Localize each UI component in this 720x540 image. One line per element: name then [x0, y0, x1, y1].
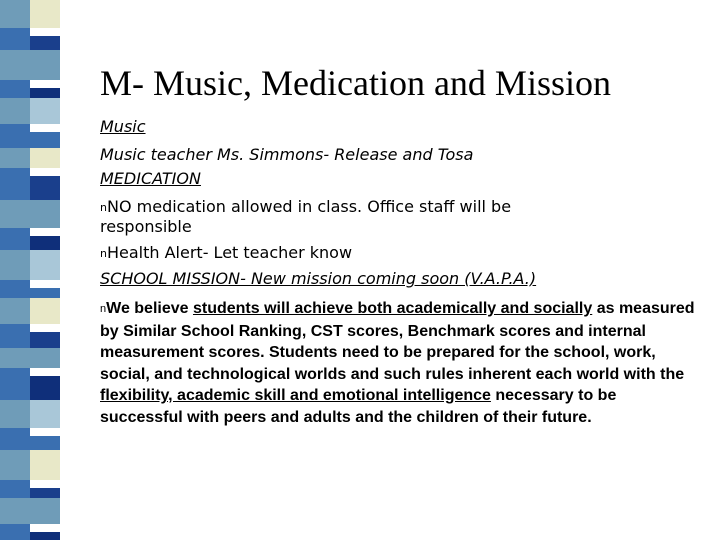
mosaic-block: [30, 0, 60, 28]
mosaic-block: [0, 98, 30, 124]
bullet-square-icon: n: [100, 201, 107, 214]
mosaic-block: [0, 298, 30, 324]
mosaic-block: [0, 0, 30, 28]
bullet-square-icon: n: [100, 303, 107, 315]
mosaic-block: [0, 50, 30, 80]
mosaic-block: [30, 200, 60, 228]
mosaic-block: [30, 532, 60, 540]
medication-bullet-1: nNO medication allowed in class. Office staff will be: [100, 197, 512, 216]
mosaic-block: [30, 498, 60, 524]
underlined-achievement-phrase: students will achieve both academically and socially: [192, 300, 593, 317]
mosaic-block: [30, 250, 60, 280]
mosaic-block: [0, 80, 30, 98]
mosaic-block: [0, 200, 30, 228]
mosaic-block: [0, 524, 30, 540]
medication-heading: MEDICATION: [100, 169, 201, 188]
mosaic-block: [0, 168, 30, 200]
mosaic-block: [0, 28, 30, 50]
music-heading: Music: [100, 117, 146, 136]
mosaic-block: [30, 298, 60, 324]
medication-bullet-1-continuation: responsible: [100, 217, 192, 236]
mosaic-block: [0, 324, 30, 348]
school-mission-heading: SCHOOL MISSION- New mission coming soon (V.A.P.A.): [100, 269, 537, 288]
mosaic-block: [0, 124, 30, 148]
mosaic-block: [30, 98, 60, 124]
mosaic-block: [0, 348, 30, 368]
mosaic-block: [0, 498, 30, 524]
slide-title: M- Music, Medication and Mission: [100, 63, 611, 103]
mosaic-block: [30, 50, 60, 80]
mosaic-block: [30, 400, 60, 428]
mosaic-block: [0, 428, 30, 450]
mosaic-block: [30, 148, 60, 168]
mosaic-block: [0, 480, 30, 498]
music-teacher-line: Music teacher Ms. Simmons- Release and Tosa: [100, 145, 474, 164]
mosaic-block: [30, 348, 60, 368]
bullet-square-icon: n: [100, 247, 107, 260]
mission-statement-paragraph: nWe believe students will achieve both academically and socially as measured by Similar School Ranking, CST scores, Benchmark scores and internal measurement scores. Students need to be prepared for the school, work, social, and technological worlds and such rules inherent each world with the flexibility, academic skill and emotional intelligence necessary to be successful with peers and adults and the children of their future.: [100, 300, 695, 426]
mosaic-block: [30, 450, 60, 480]
decorative-mosaic-stripe: [0, 0, 60, 540]
underlined-skills-phrase: flexibility, academic skill and emotional intelligence: [100, 387, 491, 404]
mosaic-block: [0, 148, 30, 168]
mosaic-block: [0, 280, 30, 298]
mosaic-block: [0, 250, 30, 280]
mosaic-block: [0, 368, 30, 400]
mosaic-block: [0, 450, 30, 480]
medication-bullet-2: nHealth Alert- Let teacher know: [100, 243, 353, 262]
mosaic-block: [0, 228, 30, 250]
mosaic-block: [0, 400, 30, 428]
